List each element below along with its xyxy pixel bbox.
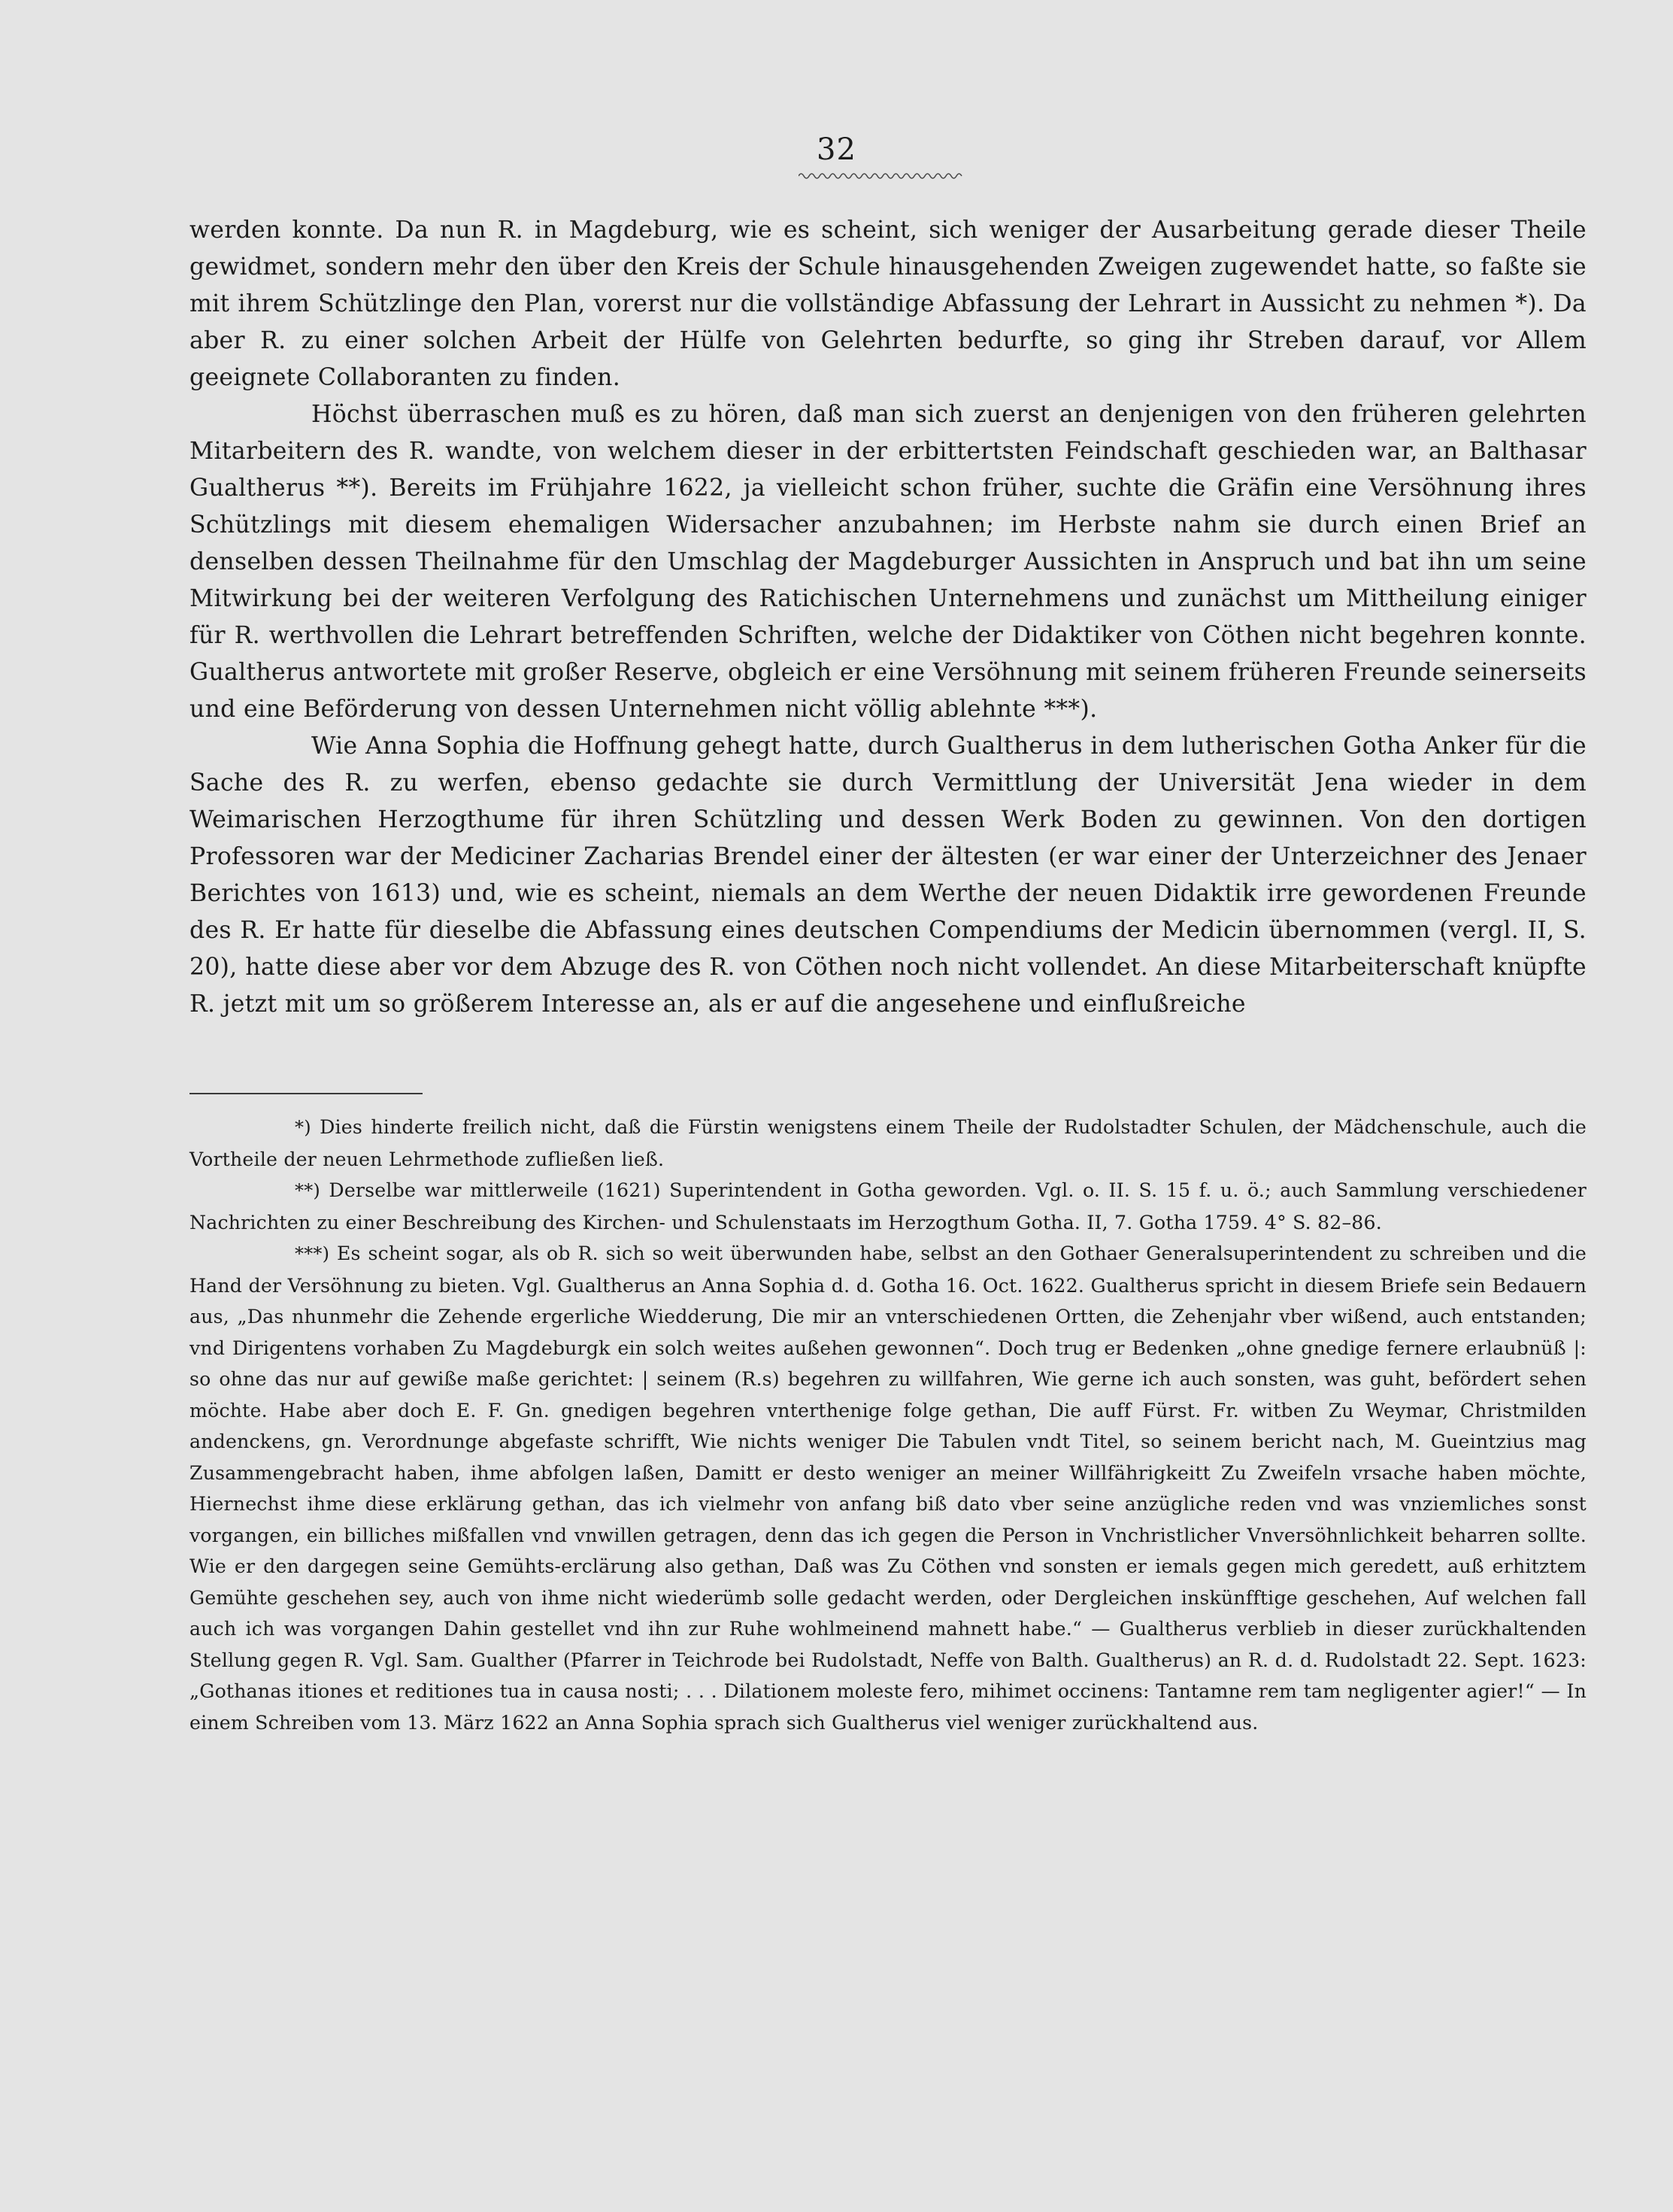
footnote-text: Derselbe war mittlerweile (1621) Superintendent in Gotha geworden. Vgl. o. II. S. 15 f. u. ö.; auch Sammlung verschiedener Nachrichten zu einer Beschreibung des Kirchen- und Schulenstaats im Herzogthum Gotha. II, 7. Gotha 1759. 4° S. 82–86. xyxy=(189,1179,1587,1233)
footnote-marker: ***) xyxy=(295,1243,330,1264)
footnote xyxy=(189,1112,1587,1175)
footnote xyxy=(189,1238,1587,1738)
footnotes xyxy=(189,1112,1587,1738)
footnote-marker: *) xyxy=(295,1117,311,1138)
footnote-marker: **) xyxy=(295,1180,320,1201)
footnote-text: Es scheint sogar, als ob R. sich so weit überwunden habe, selbst an den Gothaer Generalsuperintendent zu schreiben und die Hand der Versöhnung zu bieten. Vgl. Gualtherus an Anna Sophia d. d. Gotha 16. Oct. 1622. Gualtherus spricht in diesem Briefe sein Bedauern aus, „Das nhunmehr die Zehende ergerliche Wiedderung, Die mir an vnterschiedenen Ortten, die Zehenjahr vber wißend, auch entstanden; vnd Dirigentens vorhaben Zu Magdeburgk ein solch weites außehen gewonnen“. Doch trug er Bedenken „ohne gnedige fernere erlaubnüß |: so ohne das nur auf gewiße maße gerichtet: | seinem (R.s) begehren zu willfahren, Wie gerne ich auch sonsten, was guht, befördert sehen möchte. Habe aber doch E. F. Gn. gnedigen begehren vnterthenige folge gethan, Die auff Fürst. Fr. witben Zu Weymar, Christmilden andenckens, gn. Verordnunge abgefaste schrifft, Wie nichts weniger Die Tabulen vndt Titel, so seinem bericht nach, M. Gueintzius mag Zusammengebracht haben, ihme abfolgen laßen, Damitt er desto weniger an meiner Willfährigkeitt Zu Zweifeln vrsache haben möchte, Hiernechst ihme diese erklärung gethan, das ich vielmehr von anfang biß dato vber seine anzügliche reden vnd was vnziemliches sonst vorgangen, ein billiches mißfallen vnd vnwillen getragen, denn das ich gegen die Person in Vnchristlicher Vnversöhnlichkeit beharren sollte. Wie er den dargegen seine Gemühts-erclärung also gethan, Daß was Zu Cöthen vnd sonsten er iemals gegen mich geredett, auß erhitztem Gemühte geschehen sey, auch von ihme nicht wiederümb solle gedacht werden, oder Dergleichen inskünfftige geschehen, Auf welchen fall auch ich was vorgangen Dahin gestellet vnd ihn zur Ruhe wohlmeinend mahnett habe.“ — Gualtherus verblieb in dieser zurückhaltenden Stellung gegen R. Vgl. Sam. Gualther (Pfarrer in Teichrode bei Rudolstadt, Neffe von Balth. Gualtherus) an R. d. d. Rudolstadt 22. Sept. 1623: „Gothanas itiones et reditiones tua in causa nosti; . . . Dilationem moleste fero, mihimet occinens: Tantamne rem tam negligenter agier!“ — In einem Schreiben vom 13. März 1622 an Anna Sophia sprach sich Gualtherus viel weniger zurückhaltend aus. xyxy=(189,1243,1587,1734)
page-number-ornament xyxy=(799,170,962,182)
footnote-text: Dies hinderte freilich nicht, daß die Fürstin wenigstens einem Theile der Rudolstadter Schulen, der Mädchenschule, auch die Vortheile der neuen Lehrmethode zufließen ließ. xyxy=(189,1116,1587,1170)
paragraph: Wie Anna Sophia die Hoffnung gehegt hatte, durch Gualtherus in dem lutherischen Gotha Anker für die Sache des R. zu werfen, ebenso gedachte sie durch Vermittlung der Universität Jena wieder in dem Weimarischen Herzogthume für ihren Schützling und dessen Werk Boden zu gewinnen. Von den dortigen Professoren war der Mediciner Zacharias Brendel einer der ältesten (er war einer der Unterzeichner des Jenaer Berichtes von 1613) und, wie es scheint, niemals an dem Werthe der neuen Didaktik irre gewordenen Freunde des R. Er hatte für dieselbe die Abfassung eines deutschen Compendiums der Medicin übernommen (vergl. II, S. 20), hatte diese aber vor dem Abzuge des R. von Cöthen noch nicht vollendet. An diese Mitarbeiterschaft knüpfte R. jetzt mit um so größerem Interesse an, als er auf die angesehene und einflußreiche xyxy=(189,733,1587,1018)
footnote-divider xyxy=(189,1093,423,1094)
main-text xyxy=(189,212,1587,1023)
paragraph: Höchst überraschen muß es zu hören, daß man sich zuerst an denjenigen von den früheren gelehrten Mitarbeitern des R. wandte, von welchem dieser in der erbittertsten Feindschaft geschieden war, an Balthasar Gualtherus **). Bereits im Frühjahre 1622, ja vielleicht schon früher, suchte die Gräfin eine Versöhnung ihres Schützlings mit diesem ehemaligen Widersacher anzubahnen; im Herbste nahm sie durch einen Brief an denselben dessen Theilnahme für den Umschlag der Magdeburger Aussichten in Anspruch und bat ihn um seine Mitwirkung bei der weiteren Verfolgung des Ratichischen Unternehmens und zunächst um Mittheilung einiger für R. werthvollen die Lehrart betreffenden Schriften, welche der Didaktiker von Cöthen nicht begehren konnte. Gualtherus antwortete mit großer Reserve, obgleich er eine Versöhnung mit seinem früheren Freunde seinerseits und eine Beförderung von dessen Unternehmen nicht völlig ablehnte ***). xyxy=(189,401,1587,723)
page-number: 32 xyxy=(817,132,856,167)
paragraph: werden konnte. Da nun R. in Magdeburg, wie es scheint, sich weniger der Ausarbeitung gerade dieser Theile gewidmet, sondern mehr den über den Kreis der Schule hinausgehenden Zweigen zugewendet hatte, so faßte sie mit ihrem Schützlinge den Plan, vorerst nur die vollständige Abfassung der Lehrart in Aussicht zu nehmen *). Da aber R. zu einer solchen Arbeit der Hülfe von Gelehrten bedurfte, so ging ihr Streben darauf, vor Allem geeignete Collaboranten zu finden. xyxy=(189,217,1587,391)
footnote xyxy=(189,1175,1587,1238)
